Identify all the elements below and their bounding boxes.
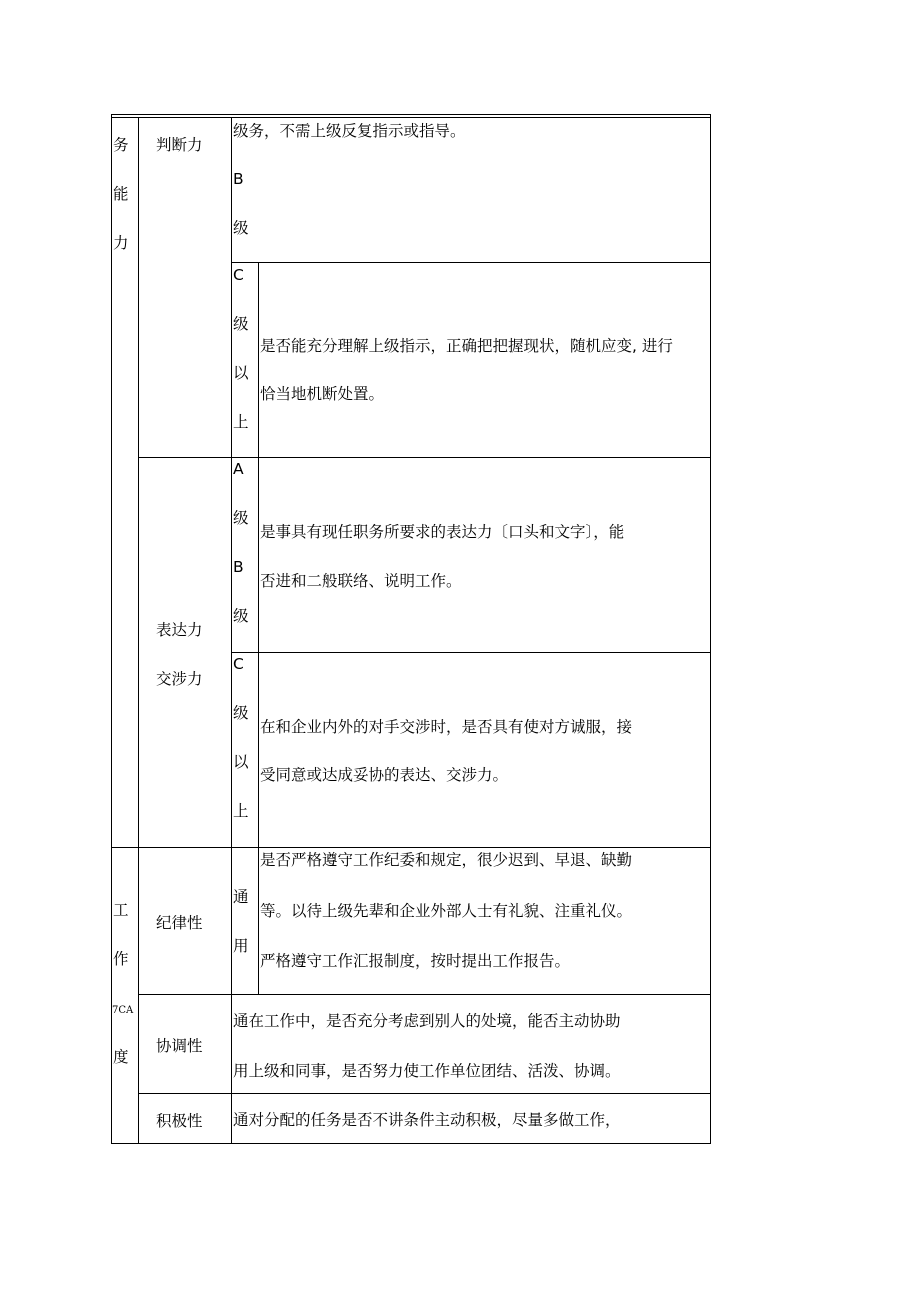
description-line: 恰当地机断处置。 <box>260 385 385 403</box>
description-line: 严格遵守工作汇报制度，按时提出工作报告。 <box>260 952 571 970</box>
level-label: C <box>233 266 244 284</box>
criterion-name: 判断力 <box>156 136 203 154</box>
column-divider <box>258 262 259 995</box>
category-label: 7CA <box>112 1005 134 1016</box>
level-label: 上 <box>233 802 249 820</box>
criterion-name: 表达力 <box>156 621 203 639</box>
table-left-border <box>111 114 112 1144</box>
level-label: 级 <box>233 509 249 527</box>
category-label: 度 <box>113 1048 129 1066</box>
category-label: 工 <box>113 901 129 919</box>
row-divider <box>231 652 711 653</box>
criterion-name: 积极性 <box>156 1112 203 1130</box>
column-divider <box>138 117 139 1144</box>
level-label: 级 <box>233 607 249 625</box>
level-label: 通 <box>233 888 249 906</box>
category-label: 作 <box>113 950 129 968</box>
description-line: 在和企业内外的对手交涉时，是否具有使对方诚服，接 <box>260 718 633 736</box>
level-label: 以 <box>233 753 249 771</box>
level-label: C <box>233 655 244 673</box>
level-label: B <box>233 558 244 576</box>
category-label: 力 <box>113 234 129 252</box>
description-line: 用上级和同事，是否努力使工作单位团结、活泼、协调。 <box>233 1062 621 1080</box>
level-label: 级 <box>233 704 249 722</box>
row-divider <box>138 1093 711 1094</box>
level-label: A <box>233 460 244 478</box>
description-line: 级务，不需上级反复指示或指导。 <box>233 122 466 140</box>
description-line: 通在工作中，是否充分考虑到别人的处境，能否主动协助 <box>233 1012 621 1030</box>
level-label: 以 <box>233 364 249 382</box>
criterion-name: 纪律性 <box>156 914 203 932</box>
description-line: 受同意或达成妥协的表达、交涉力。 <box>260 766 509 784</box>
table-top-border <box>111 114 711 115</box>
description-line: 通对分配的任务是否不讲条件主动积极，尽量多做工作， <box>233 1111 621 1129</box>
description-line: 等。以待上级先辈和企业外部人士有礼貌、注重礼仪。 <box>260 902 633 920</box>
column-divider <box>231 117 232 1144</box>
description-line: 是否能充分理解上级指示，正确把把握现状，随机应变, 进行 <box>260 337 673 355</box>
table-bottom-border <box>111 1143 711 1144</box>
description-line: 否进和二般联络、说明工作。 <box>260 572 462 590</box>
category-label: 务 <box>113 136 129 154</box>
level-label: 级 <box>233 315 249 333</box>
row-divider <box>138 994 711 995</box>
row-divider <box>111 847 711 848</box>
level-label: 上 <box>233 413 249 431</box>
description-line: 是事具有现任职务所要求的表达力〔口头和文字〕，能 <box>260 523 625 541</box>
level-label: B <box>233 170 244 188</box>
table-right-border <box>710 114 711 1144</box>
category-label: 能 <box>113 185 129 203</box>
row-divider <box>231 262 711 263</box>
level-label: 用 <box>233 937 249 955</box>
level-label: 级 <box>233 219 249 237</box>
criterion-name: 协调性 <box>156 1037 203 1055</box>
criterion-name: 交涉力 <box>156 670 203 688</box>
description-line: 是否严格遵守工作纪委和规定，很少迟到、早退、缺勤 <box>260 851 633 869</box>
table-top-border-inner <box>111 117 711 118</box>
row-divider <box>138 457 711 458</box>
